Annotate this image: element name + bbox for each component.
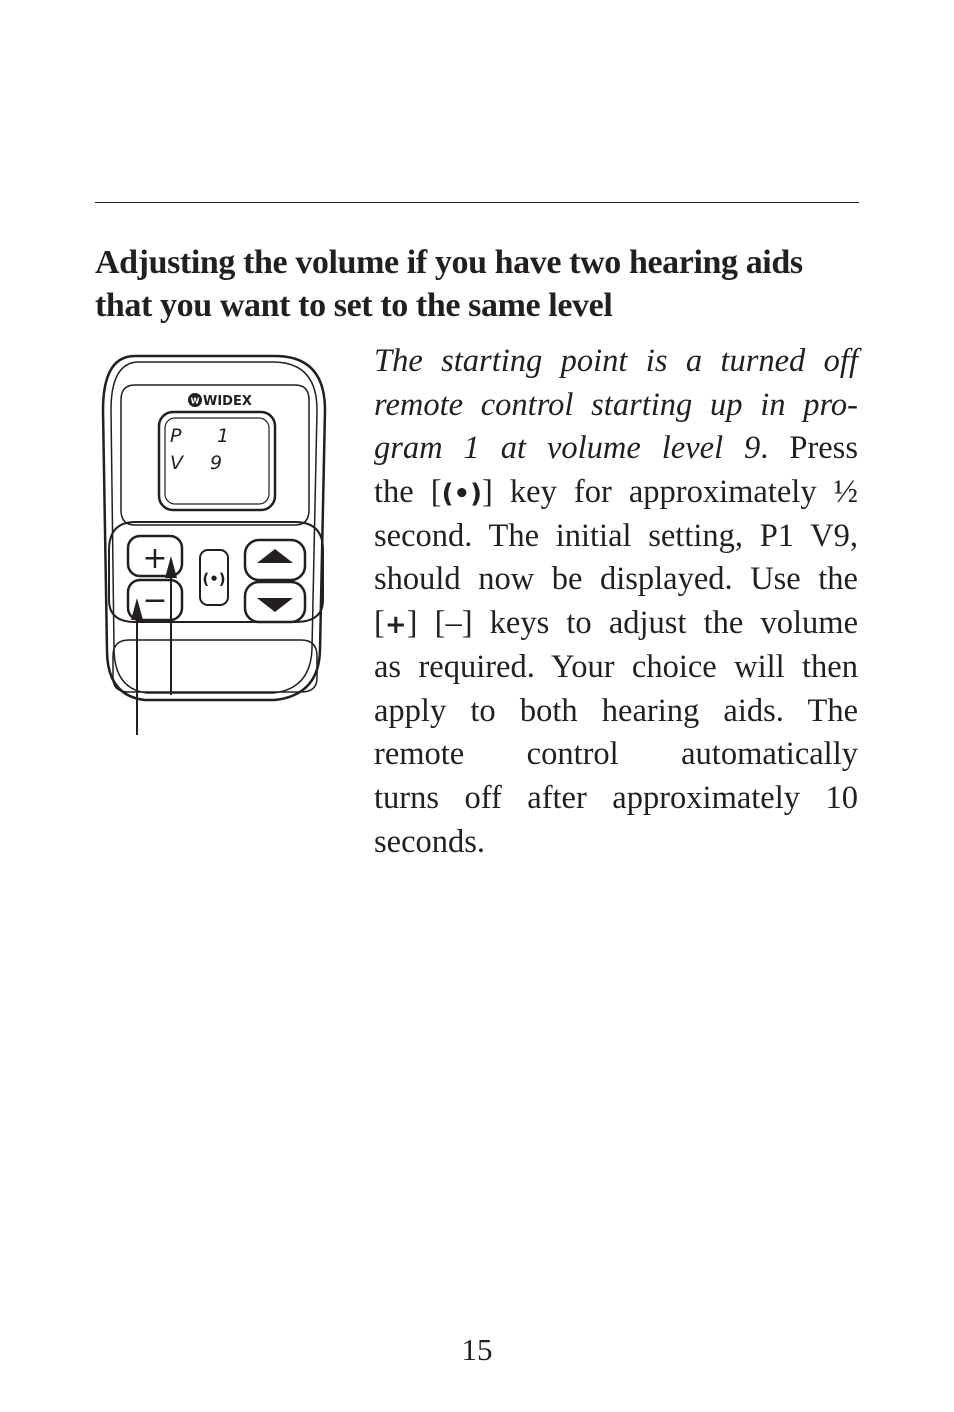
- heading-line-1: Adjusting the volume if you have two hearing aids: [95, 244, 803, 281]
- up-key[interactable]: [245, 540, 305, 580]
- text-line: [+] [–] keys to adjust the volume: [374, 605, 858, 642]
- heading-line-2: that you want to set to the same level: [95, 287, 613, 324]
- page-number: 15: [461, 1332, 493, 1367]
- triangle-up-icon: [257, 549, 293, 563]
- svg-text:WIDEX: WIDEX: [203, 394, 252, 409]
- text-line: the [(•)] key for approximately ½: [374, 474, 859, 511]
- display-volume-value: 9: [210, 452, 223, 474]
- plus-key-symbol: +: [384, 610, 407, 641]
- display-program-value: 1: [217, 425, 230, 447]
- display-volume-label: V: [170, 452, 183, 474]
- text-line: as required. Your choice will then: [374, 648, 858, 685]
- text-line: The starting point is a turned off: [374, 343, 858, 379]
- section-heading: [95, 241, 865, 327]
- text-line: apply to both hearing aids. The: [374, 692, 858, 729]
- text-line: seconds.: [374, 823, 486, 860]
- text-line: remote control starting up in pro-: [374, 386, 858, 423]
- center-key-symbol: (•): [441, 479, 482, 510]
- text-line: gram 1 at volume level 9. Press: [374, 430, 858, 467]
- remote-control-illustration: [95, 350, 335, 740]
- triangle-down-icon: [257, 598, 293, 612]
- instruction-paragraph: [374, 340, 858, 864]
- center-key[interactable]: [200, 550, 228, 605]
- down-key[interactable]: [245, 582, 305, 622]
- minus-key-symbol: –: [445, 605, 462, 642]
- text-line: remote control automatically: [374, 736, 858, 773]
- text-line: second. The initial setting, P1 V9,: [374, 517, 858, 554]
- widex-logo: [188, 393, 252, 409]
- top-rule: [95, 202, 859, 203]
- text-line: turns off after approximately 10: [374, 779, 858, 816]
- svg-text:−: −: [142, 583, 168, 618]
- svg-text:(•): (•): [202, 570, 226, 588]
- text-line: should now be displayed. Use the: [374, 561, 858, 598]
- svg-text:W: W: [190, 396, 200, 406]
- display-program-label: P: [170, 425, 182, 447]
- svg-text:+: +: [142, 541, 168, 576]
